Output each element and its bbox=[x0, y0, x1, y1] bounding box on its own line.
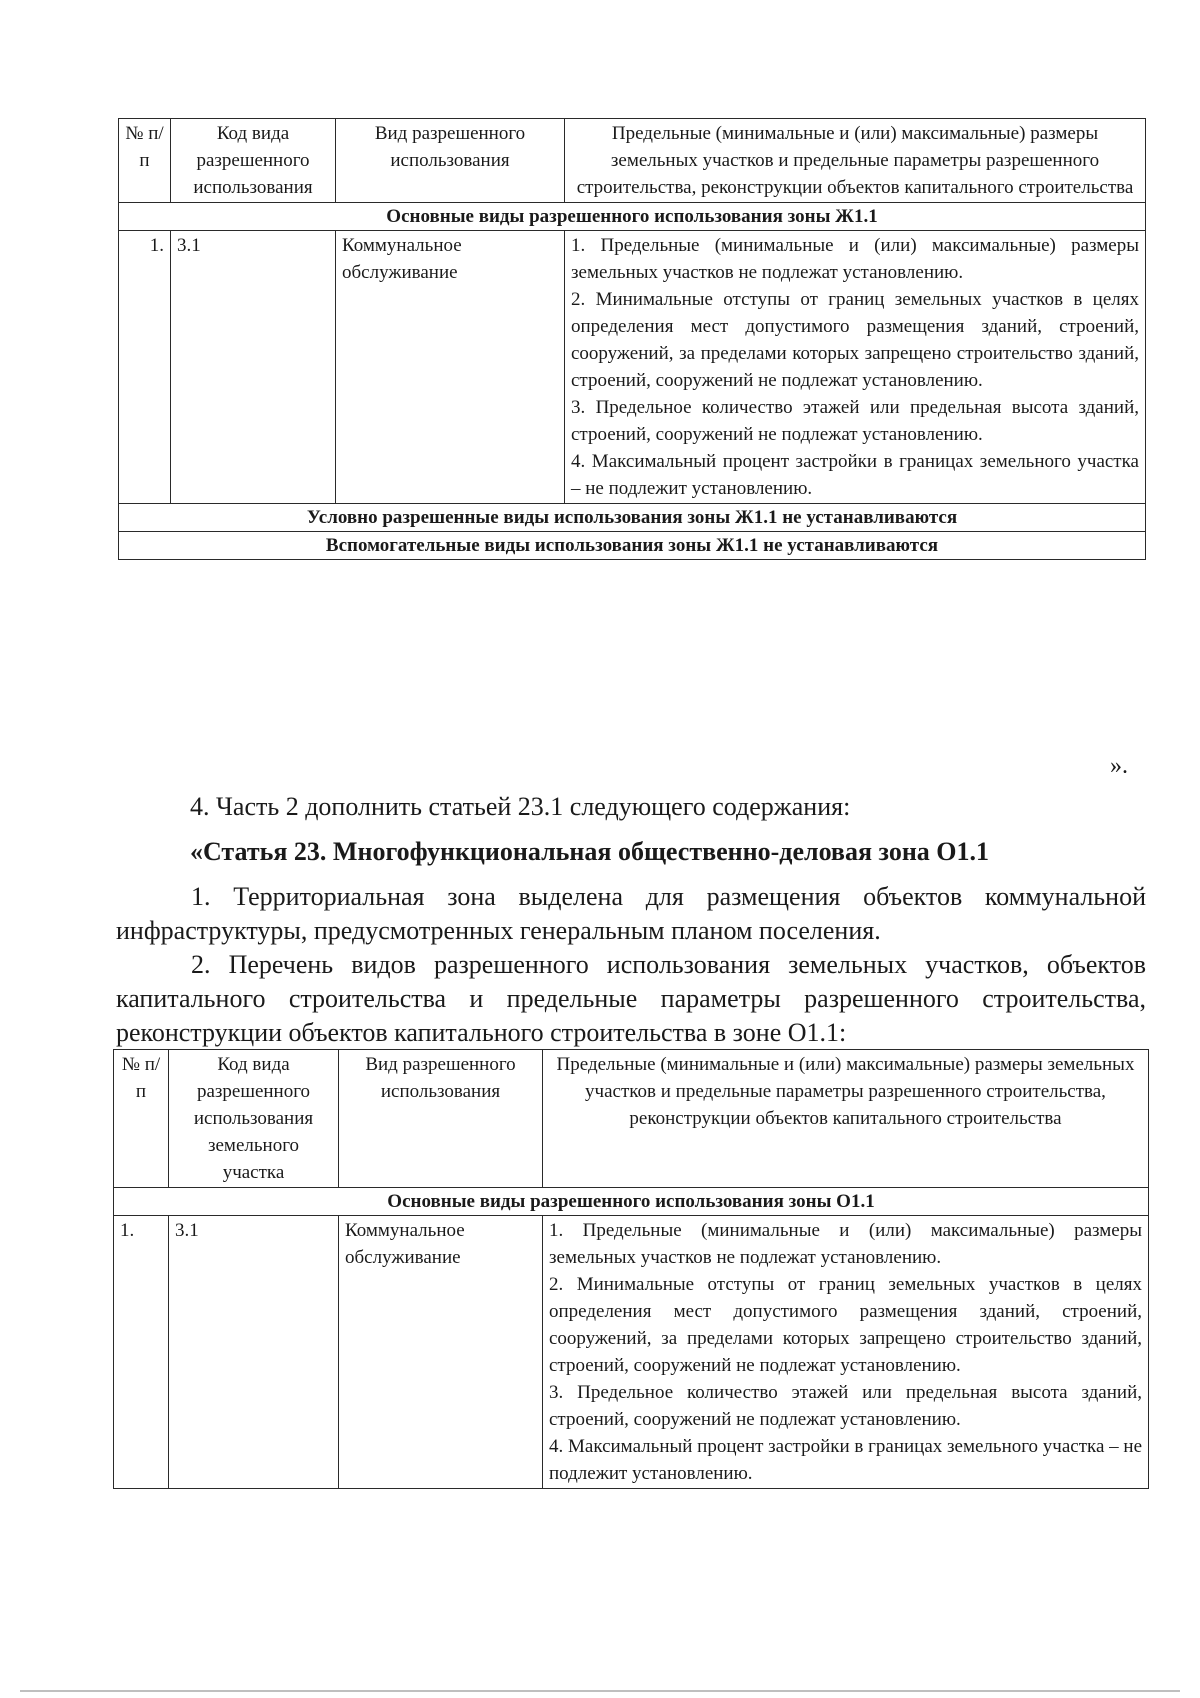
header-code: Код вида разрешенного использования земельного участка bbox=[169, 1050, 339, 1188]
row-kind: Коммунальное обслуживание bbox=[336, 231, 565, 504]
scan-edge-divider bbox=[20, 1690, 1180, 1692]
row-number: 1. bbox=[114, 1216, 169, 1489]
zone-o11-table bbox=[113, 1049, 1149, 1489]
header-code: Код вида разрешенного использования bbox=[171, 119, 336, 203]
section-row bbox=[119, 504, 1146, 532]
header-params: Предельные (минимальные и (или) максимальные) размеры земельных участков и предельные параметры разрешенного строительства, реконструкции объектов капитального строительства bbox=[565, 119, 1146, 203]
table-header-row bbox=[119, 119, 1146, 203]
param-item: 4. Максимальный процент застройки в границах земельного участка – не подлежит установлению. bbox=[571, 451, 1139, 499]
section-row bbox=[119, 203, 1146, 231]
paragraph-1: 1. Территориальная зона выделена для размещения объектов коммунальной инфраструктуры, предусмотренных генеральным планом поселения. bbox=[116, 882, 1146, 945]
closing-quote: ». bbox=[1110, 753, 1128, 779]
header-number: № п/п bbox=[114, 1050, 169, 1188]
table-row bbox=[119, 231, 1146, 504]
param-item: 1. Предельные (минимальные и (или) максимальные) размеры земельных участков не подлежат установлению. bbox=[571, 235, 1139, 283]
section-main-title: Основные виды разрешенного использования зоны О1.1 bbox=[114, 1188, 1149, 1216]
row-code: 3.1 bbox=[171, 231, 336, 504]
header-kind: Вид разрешенного использования bbox=[339, 1050, 543, 1188]
param-item: 2. Минимальные отступы от границ земельных участков в целях определения мест допустимого размещения зданий, строений, сооружений, за пределами которых запрещено строительство зданий, строений, сооружений не подлежат установлению. bbox=[571, 289, 1139, 391]
table-header-row bbox=[114, 1050, 1149, 1188]
zone-zh11-table bbox=[118, 118, 1146, 560]
param-item: 2. Минимальные отступы от границ земельных участков в целях определения мест допустимого размещения зданий, строений, сооружений, за пределами которых запрещено строительство зданий, строений, сооружений не подлежат установлению. bbox=[549, 1274, 1142, 1376]
param-item: 3. Предельное количество этажей или предельная высота зданий, строений, сооружений не подлежат установлению. bbox=[549, 1382, 1142, 1430]
header-number: № п/п bbox=[119, 119, 171, 203]
section-conditional-title: Условно разрешенные виды использования зоны Ж1.1 не устанавливаются bbox=[119, 504, 1146, 532]
row-number: 1. bbox=[119, 231, 171, 504]
section-main-title: Основные виды разрешенного использования зоны Ж1.1 bbox=[119, 203, 1146, 231]
param-item: 1. Предельные (минимальные и (или) максимальные) размеры земельных участков не подлежат установлению. bbox=[549, 1220, 1142, 1268]
row-kind: Коммунальное обслуживание bbox=[339, 1216, 543, 1489]
param-item: 4. Максимальный процент застройки в границах земельного участка – не подлежит установлению. bbox=[549, 1436, 1143, 1484]
article-title: «Статья 23. Многофункциональная общественно-деловая зона О1.1 bbox=[190, 837, 990, 866]
row-code: 3.1 bbox=[169, 1216, 339, 1489]
paragraph-4: 4. Часть 2 дополнить статьей 23.1 следующего содержания: bbox=[190, 792, 851, 821]
header-kind: Вид разрешенного использования bbox=[336, 119, 565, 203]
table-row bbox=[114, 1216, 1149, 1489]
header-params: Предельные (минимальные и (или) максимальные) размеры земельных участков и предельные параметры разрешенного строительства, реконструкции объектов капитального строительства bbox=[543, 1050, 1149, 1188]
section-row bbox=[114, 1188, 1149, 1216]
paragraph-2: 2. Перечень видов разрешенного использования земельных участков, объектов капитального строительства и предельные параметры разрешенного строительства, реконструкции объектов капитального строительства в зоне О1.1: bbox=[116, 950, 1146, 1047]
section-auxiliary-title: Вспомогательные виды использования зоны Ж1.1 не устанавливаются bbox=[119, 532, 1146, 560]
row-params bbox=[543, 1216, 1149, 1489]
param-item: 3. Предельное количество этажей или предельная высота зданий, строений, сооружений не подлежат установлению. bbox=[571, 397, 1139, 445]
section-row bbox=[119, 532, 1146, 560]
row-params bbox=[565, 231, 1146, 504]
